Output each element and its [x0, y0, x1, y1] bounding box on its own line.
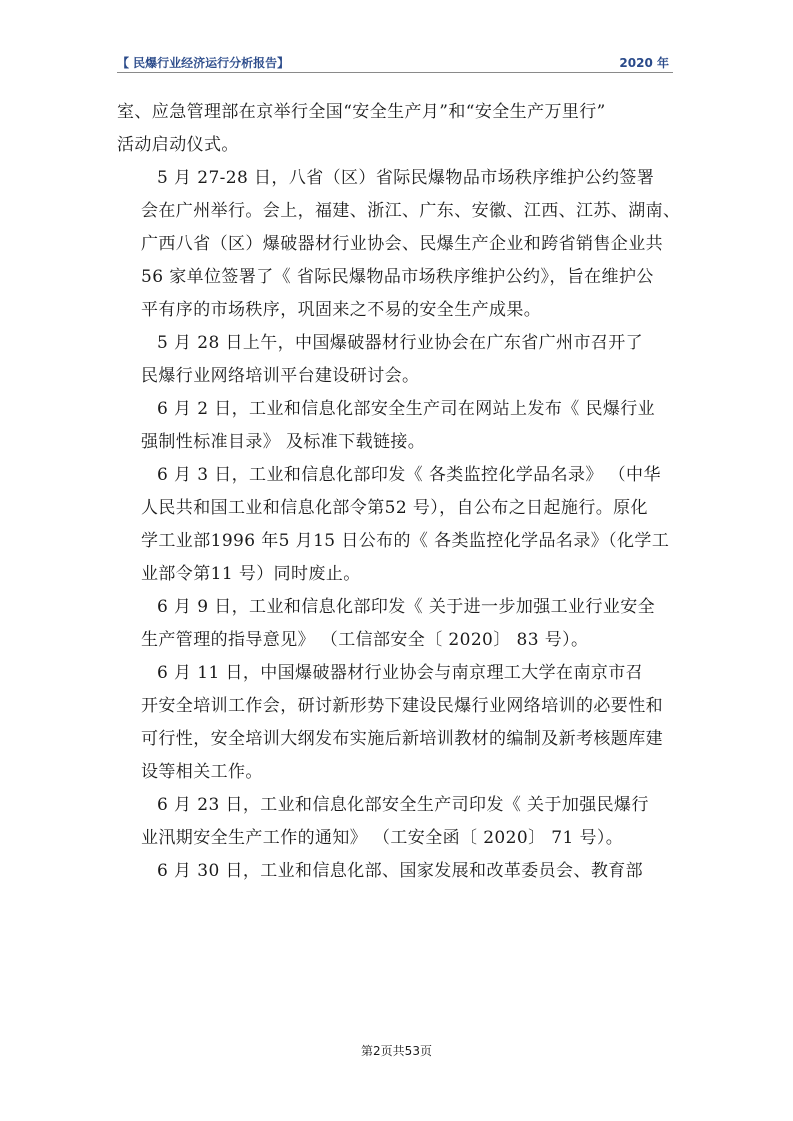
- text-line: 开安全培训工作会，研讨新形势下建设民爆行业网络培训的必要性和: [141, 696, 663, 716]
- text-line: 设等相关工作。: [141, 762, 263, 782]
- paragraph-0: [117, 162, 729, 327]
- text-line: 广西八省（区）爆破器材行业协会、民爆生产企业和跨省销售企业共: [141, 234, 663, 254]
- paragraph-3: [117, 459, 729, 591]
- text-line: 56 家单位签署了《 省际民爆物品市场秩序维护公约》，旨在维护公: [141, 267, 654, 287]
- text-line: 平有序的市场秩序，巩固来之不易的安全生产成果。: [141, 300, 542, 320]
- text-line: 6 月 11 日，中国爆破器材行业协会与南京理工大学在南京市召: [157, 663, 644, 683]
- text-line: 可行性，安全培训大纲发布实施后新培训教材的编制及新考核题库建: [141, 729, 663, 749]
- paragraph-7: [117, 855, 729, 888]
- text-line: 活动启动仪式。: [117, 135, 239, 155]
- document-body: [117, 96, 729, 888]
- page-footer: [0, 1042, 793, 1059]
- text-line: 5 月 28 日上午，中国爆破器材行业协会在广东省广州市召开了: [157, 333, 644, 353]
- text-line: 业汛期安全生产工作的通知》 （工安全函〔 2020〕 71 号）。: [141, 828, 624, 848]
- page-header: [117, 52, 673, 73]
- text-line: 6 月 30 日，工业和信息化部、国家发展和改革委员会、教育部: [157, 861, 644, 881]
- text-line: 会在广州举行。会上，福建、浙江、广东、安徽、江西、江苏、湖南、: [141, 201, 681, 221]
- text-line: 学工业部1996 年5 月15 日公布的《 各类监控化学品名录》（化学工: [141, 531, 670, 551]
- text-line: 6 月 3 日，工业和信息化部印发《 各类监控化学品名录》 （中华: [157, 465, 661, 485]
- text-line: 业部令第11 号）同时废止。: [141, 564, 361, 584]
- text-line: 生产管理的指导意见》 （工信部安全〔 2020〕 83 号）。: [141, 630, 589, 650]
- text-line: 6 月 9 日，工业和信息化部印发《 关于进一步加强工业行业安全: [157, 597, 656, 617]
- report-year: 2020 年: [619, 56, 669, 70]
- paragraph-intro: [117, 96, 729, 162]
- paragraph-2: [117, 393, 729, 459]
- text-line: 民爆行业网络培训平台建设研讨会。: [141, 366, 420, 386]
- report-title: 【 民爆行业经济运行分析报告】: [117, 56, 290, 70]
- paragraph-4: [117, 591, 729, 657]
- paragraph-6: [117, 789, 729, 855]
- text-line: 5 月 27-28 日，八省（区）省际民爆物品市场秩序维护公约签署: [157, 168, 655, 188]
- paragraph-1: [117, 327, 729, 393]
- text-line: 6 月 23 日，工业和信息化部安全生产司印发《 关于加强民爆行: [157, 795, 649, 815]
- paragraph-5: [117, 657, 729, 789]
- text-line: 室、应急管理部在京举行全国“安全生产月”和“安全生产万里行”: [117, 102, 606, 122]
- text-line: 6 月 2 日，工业和信息化部安全生产司在网站上发布《 民爆行业: [157, 399, 656, 419]
- page-number: 第2页共53页: [361, 1044, 432, 1058]
- text-line: 人民共和国工业和信息化部令第52 号），自公布之日起施行。原化: [141, 498, 648, 518]
- text-line: 强制性标准目录》 及标准下载链接。: [141, 432, 426, 452]
